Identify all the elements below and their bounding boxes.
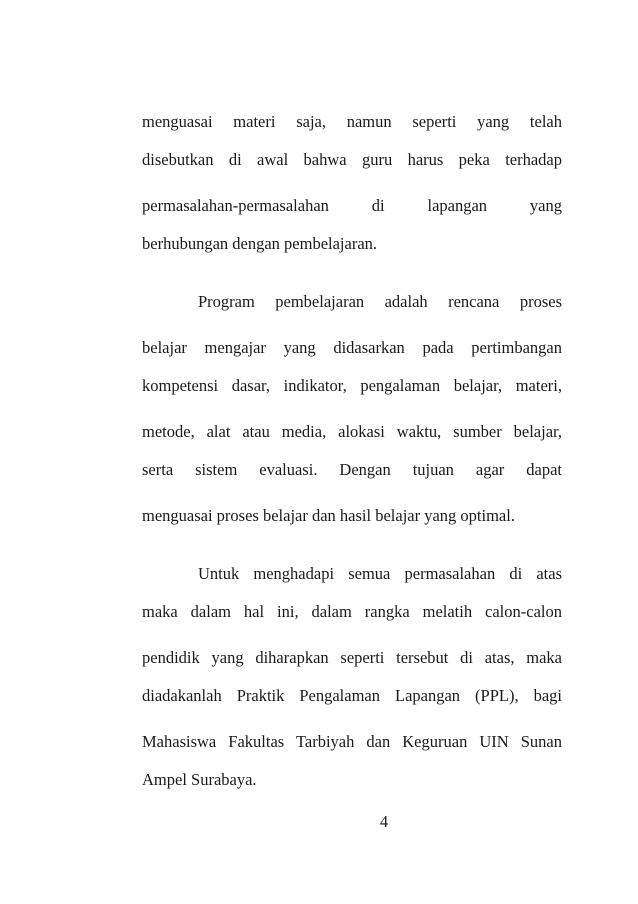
text-line: Program pembelajaran adalah rencana proses bbox=[198, 292, 562, 311]
page-number: 4 bbox=[379, 812, 389, 831]
text-line: menguasai materi saja, namun seperti yang telah bbox=[142, 112, 562, 131]
text-line: Mahasiswa Fakultas Tarbiyah dan Keguruan UIN Sunan bbox=[142, 732, 562, 751]
text-line: Ampel Surabaya. bbox=[142, 770, 257, 789]
text-line: Untuk menghadapi semua permasalahan di atas bbox=[198, 564, 562, 583]
text-line: kompetensi dasar, indikator, pengalaman belajar, materi, bbox=[142, 376, 562, 395]
text-line: diadakanlah Praktik Pengalaman Lapangan (PPL), bagi bbox=[142, 686, 562, 705]
text-line: maka dalam hal ini, dalam rangka melatih calon-calon bbox=[142, 602, 562, 621]
text-line: disebutkan di awal bahwa guru harus peka terhadap bbox=[142, 150, 562, 169]
text-line: menguasai proses belajar dan hasil belajar yang optimal. bbox=[142, 506, 515, 525]
text-line: berhubungan dengan pembelajaran. bbox=[142, 234, 378, 253]
text-line: serta sistem evaluasi. Dengan tujuan agar dapat bbox=[142, 460, 562, 479]
text-line: permasalahan-permasalahan di lapangan yang bbox=[142, 196, 562, 215]
text-line: metode, alat atau media, alokasi waktu, sumber belajar, bbox=[142, 422, 562, 441]
text-line: pendidik yang diharapkan seperti tersebut di atas, maka bbox=[142, 648, 562, 667]
text-line: belajar mengajar yang didasarkan pada pertimbangan bbox=[142, 338, 562, 357]
